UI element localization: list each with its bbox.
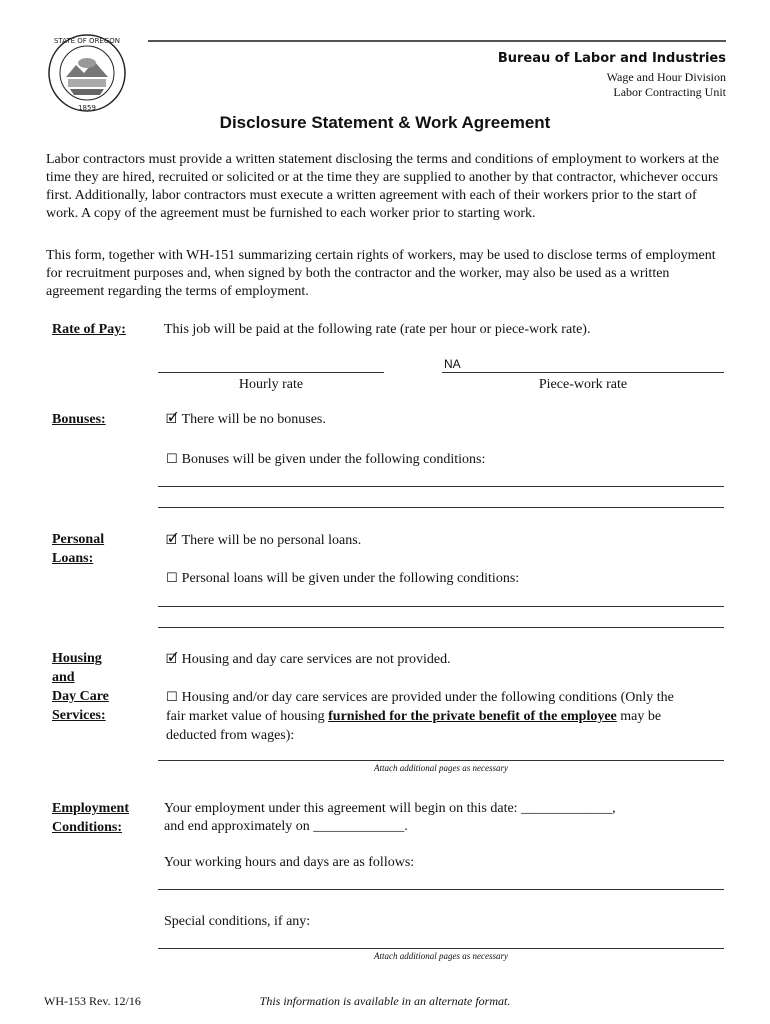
bonuses-label: Bonuses: bbox=[52, 412, 106, 427]
bonuses-conditions-line-2[interactable] bbox=[158, 507, 724, 508]
piece-work-rate-value[interactable]: NA bbox=[444, 357, 461, 371]
loans-conditions-text: Personal loans will be given under the following conditions: bbox=[181, 571, 520, 586]
employment-end-date[interactable]: and end approximately on _____________. bbox=[164, 819, 408, 834]
working-hours-text: Your working hours and days are as follows: bbox=[164, 855, 415, 870]
personal-loans-label-line-2: Loans: bbox=[52, 551, 94, 566]
housing-label-line-1: Housing bbox=[52, 651, 102, 666]
form-id: WH-153 Rev. 12/16 bbox=[44, 994, 141, 1008]
header-rule bbox=[148, 40, 726, 42]
hourly-rate-line[interactable] bbox=[158, 372, 384, 373]
personal-loans-label bbox=[52, 530, 104, 568]
alternate-format-note: This information is available in an alternate format. bbox=[259, 994, 511, 1008]
intro-paragraph-1: Labor contractors must provide a written statement disclosing the terms and conditions of employment to workers at the time they are hired, recruited or solicited or at the time they are supplied to another by that contractor, whichever occurs first. Additionally, labor contractors must execute a written agreement with each of their workers prior to the start of work. A copy of the agreement must be furnished to each worker prior to starting work. bbox=[46, 152, 720, 221]
employment-conditions-label bbox=[52, 799, 129, 837]
employment-attach-note: Attach additional pages as necessary bbox=[374, 951, 508, 961]
division-name: Wage and Hour Division bbox=[606, 70, 726, 84]
special-conditions-line[interactable] bbox=[158, 948, 724, 949]
no-bonuses-option[interactable] bbox=[166, 410, 326, 429]
piece-work-rate-label: Piece-work rate bbox=[538, 377, 628, 392]
housing-conditions-text-c: deducted from wages): bbox=[166, 728, 295, 743]
working-hours-line[interactable] bbox=[158, 889, 724, 890]
intro-paragraph-2: This form, together with WH-151 summarizing certain rights of workers, may be used to disclose terms of employment for recruitment purposes and, when signed by both the contractor and the worker, may also be used as a written agreement regarding the terms of employment. bbox=[46, 248, 716, 299]
housing-conditions-line[interactable] bbox=[158, 760, 724, 761]
special-conditions-text: Special conditions, if any: bbox=[164, 914, 311, 929]
loans-conditions-line-1[interactable] bbox=[158, 606, 724, 607]
rate-of-pay-text: This job will be paid at the following rate (rate per hour or piece-work rate). bbox=[164, 322, 591, 337]
loans-conditions-option[interactable] bbox=[166, 569, 519, 588]
svg-text:STATE OF OREGON: STATE OF OREGON bbox=[53, 37, 121, 45]
checked-box-icon[interactable]: 🗹 bbox=[166, 652, 178, 667]
housing-conditions-option[interactable] bbox=[166, 688, 726, 745]
bonuses-conditions-option[interactable] bbox=[166, 450, 485, 469]
housing-label-line-2: and bbox=[52, 670, 75, 685]
housing-conditions-text-b-pre: fair market value of housing bbox=[166, 709, 329, 724]
employment-begin-date[interactable]: Your employment under this agreement will begin on this date: _____________, bbox=[164, 801, 616, 816]
no-housing-option[interactable] bbox=[166, 650, 451, 669]
checked-box-icon[interactable]: 🗹 bbox=[166, 533, 178, 548]
bonuses-conditions-line-1[interactable] bbox=[158, 486, 724, 487]
housing-conditions-text-b-post: may be bbox=[616, 709, 662, 724]
unchecked-box-icon[interactable]: ☐ bbox=[166, 571, 178, 586]
employment-label-line-1: Employment bbox=[52, 801, 129, 816]
oregon-state-seal bbox=[44, 33, 130, 113]
housing-conditions-emphasis: furnished for the private benefit of the employee bbox=[328, 709, 617, 724]
housing-attach-note: Attach additional pages as necessary bbox=[374, 763, 508, 773]
housing-label-line-3: Day Care bbox=[52, 689, 109, 704]
personal-loans-label-line-1: Personal bbox=[52, 532, 105, 547]
checked-box-icon[interactable]: 🗹 bbox=[166, 412, 178, 427]
page-title: Disclosure Statement & Work Agreement bbox=[219, 113, 551, 132]
loans-conditions-line-2[interactable] bbox=[158, 627, 724, 628]
bonuses-conditions-text: Bonuses will be given under the following conditions: bbox=[181, 452, 486, 467]
housing-label bbox=[52, 649, 109, 725]
rate-of-pay-label: Rate of Pay: bbox=[52, 322, 126, 337]
no-bonuses-text: There will be no bonuses. bbox=[181, 412, 326, 427]
unchecked-box-icon[interactable]: ☐ bbox=[166, 452, 178, 467]
no-loans-option[interactable] bbox=[166, 531, 361, 550]
svg-text:1859: 1859 bbox=[78, 104, 96, 112]
no-housing-text: Housing and day care services are not provided. bbox=[181, 652, 451, 667]
unchecked-box-icon[interactable]: ☐ bbox=[166, 690, 178, 705]
unit-name: Labor Contracting Unit bbox=[613, 85, 726, 99]
piece-work-rate-line[interactable] bbox=[442, 372, 724, 373]
employment-label-line-2: Conditions: bbox=[52, 820, 123, 835]
no-loans-text: There will be no personal loans. bbox=[181, 533, 362, 548]
bureau-name: Bureau of Labor and Industries bbox=[497, 51, 726, 66]
housing-label-line-4: Services: bbox=[52, 708, 106, 723]
housing-conditions-text-a: Housing and/or day care services are provided under the following conditions (Only the bbox=[181, 690, 674, 705]
hourly-rate-label: Hourly rate bbox=[238, 377, 304, 392]
